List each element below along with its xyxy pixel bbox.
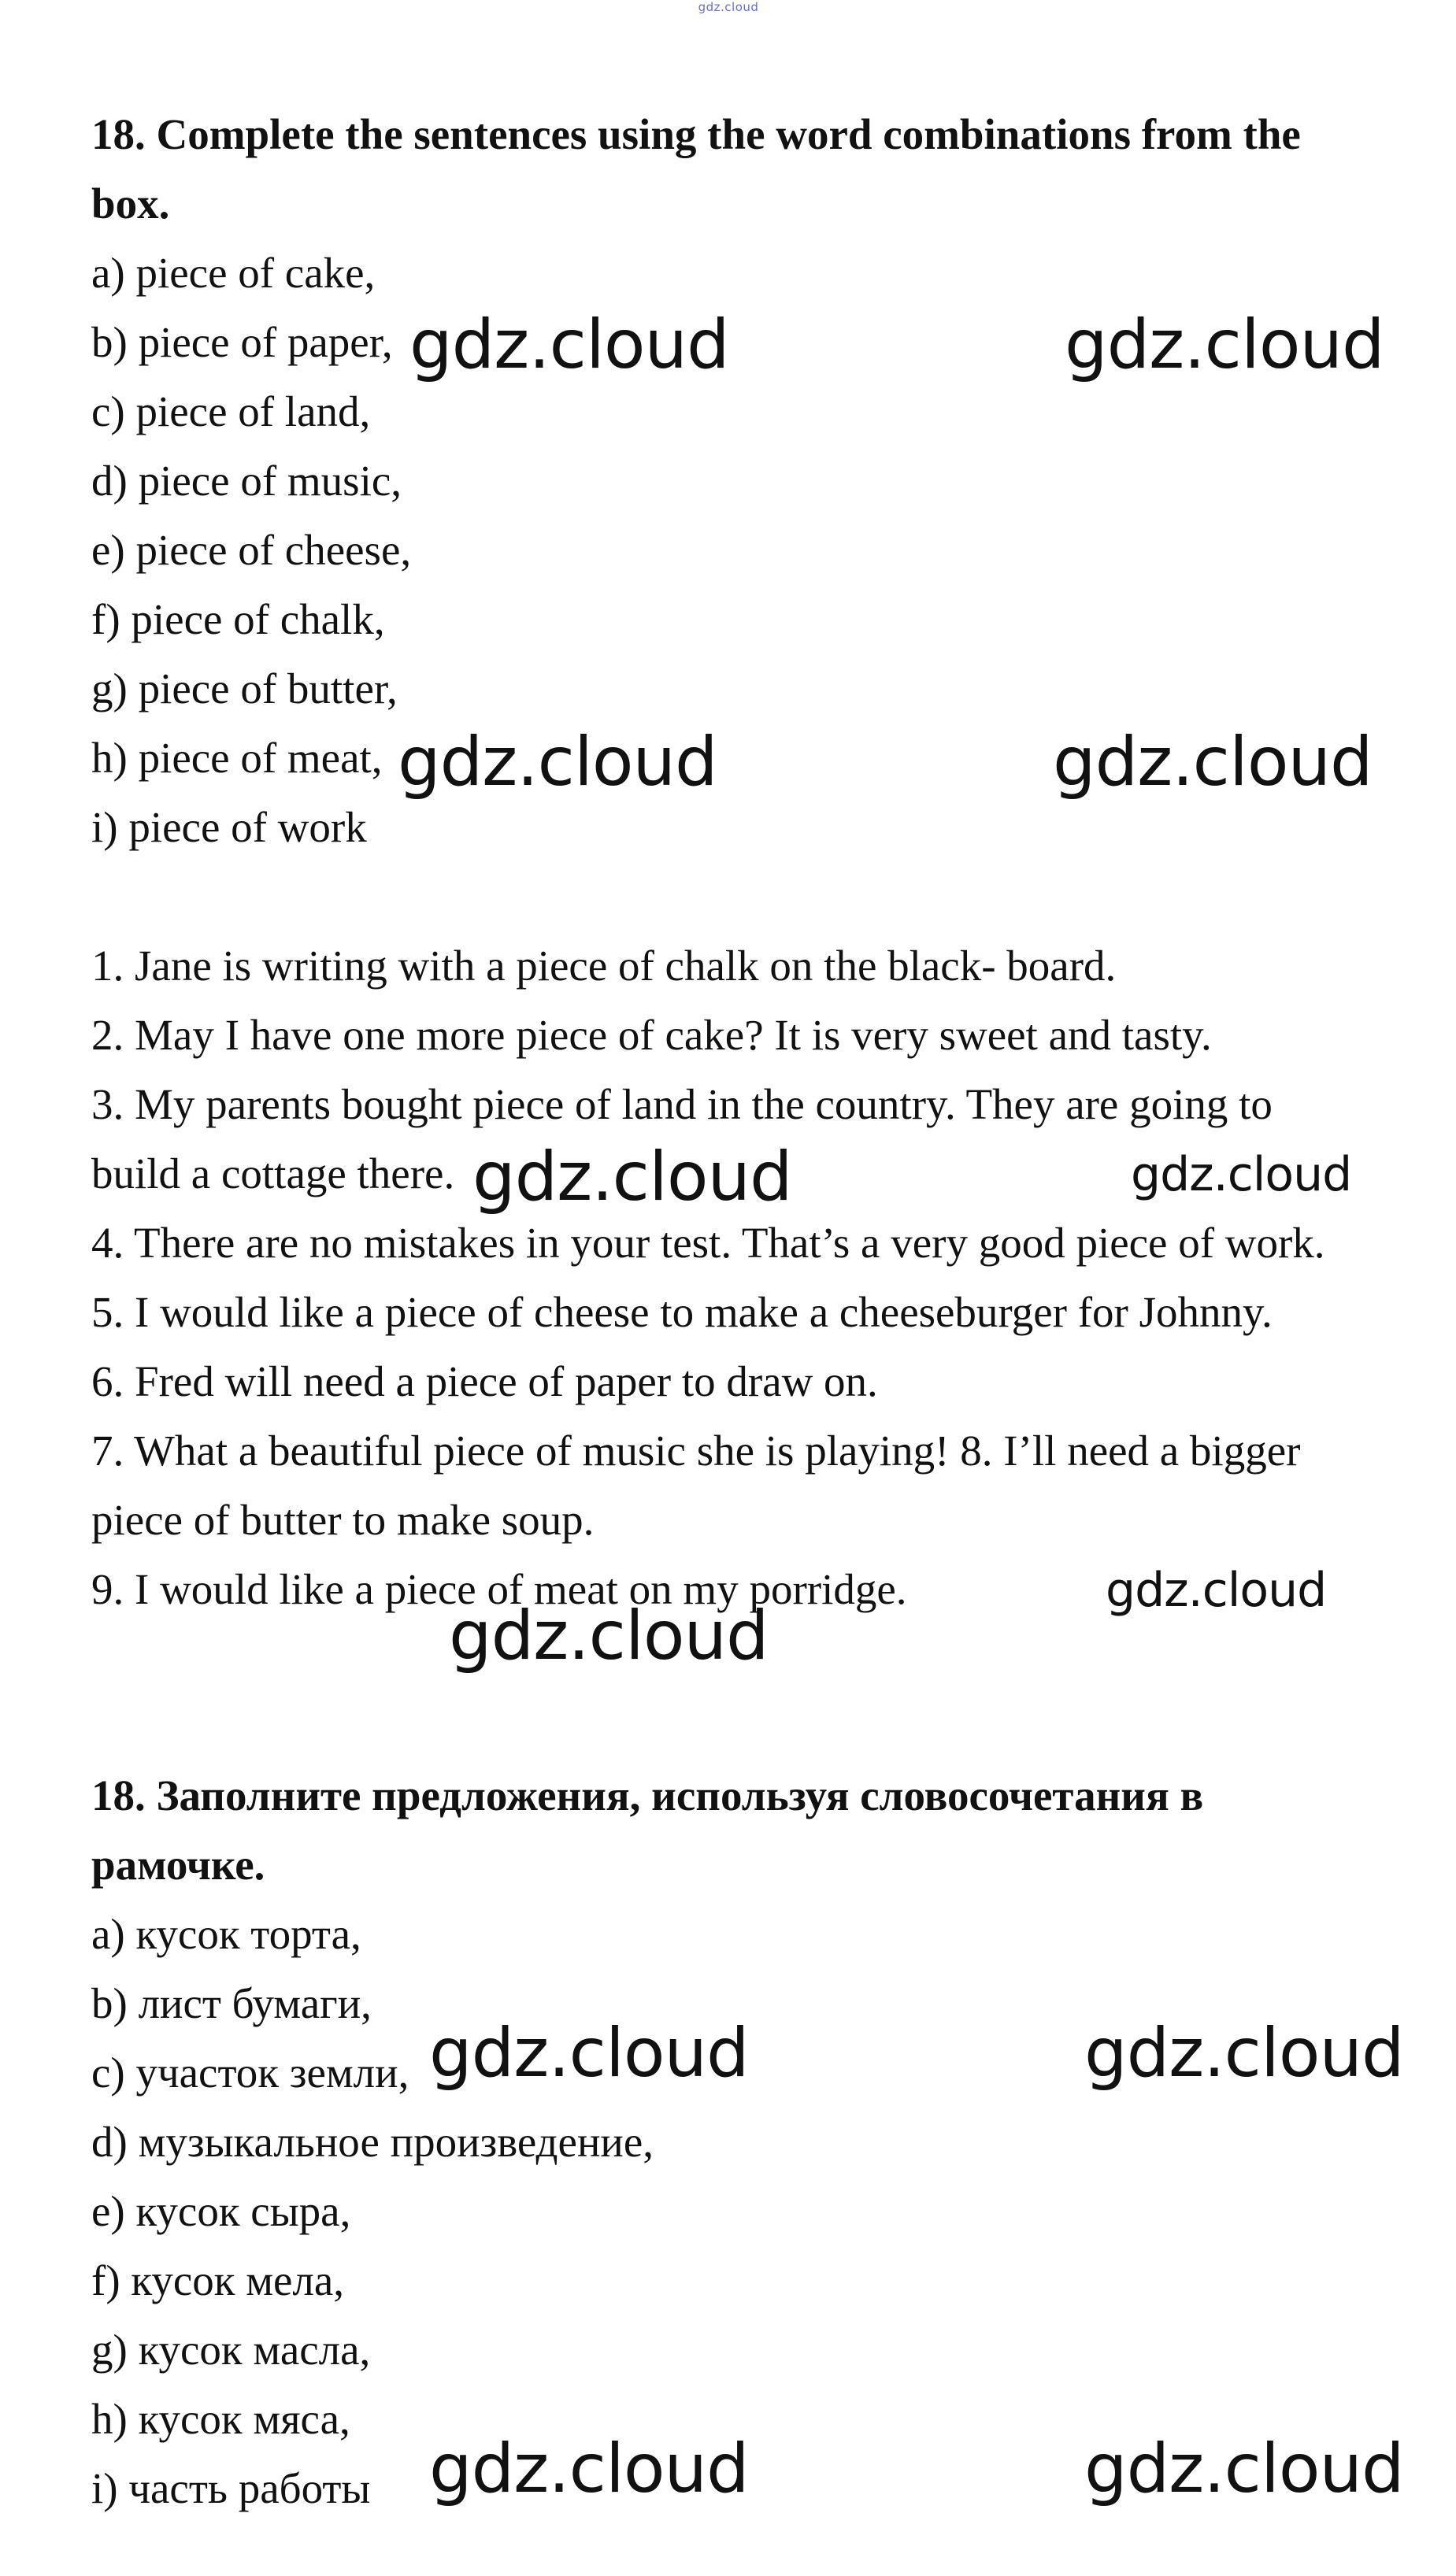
box-item-ru: b) лист бумаги, (91, 1979, 372, 2027)
answer-line: 9. I would like a piece of meat on my porridge. (91, 1565, 907, 1613)
box-item-en: f) piece of chalk, (91, 595, 385, 643)
box-item-en: d) piece of music, (91, 457, 402, 505)
watermark: gdz.cloud (1131, 1147, 1352, 1202)
box-item-en: a) piece of cake, (91, 249, 376, 297)
exercise-heading-ru-line1: 18. Заполните предложения, используя словосочетания в (91, 1771, 1204, 1819)
watermark: gdz.cloud (409, 305, 729, 384)
box-item-ru: h) кусок мяса, (91, 2395, 350, 2443)
box-item-ru: f) кусок мела, (91, 2256, 345, 2304)
top-watermark: gdz.cloud (698, 0, 759, 14)
exercise-heading-en-line2: box. (91, 180, 170, 228)
watermark: gdz.cloud (398, 723, 717, 801)
exercise-heading-en-line1: 18. Complete the sentences using the word combinations from the (91, 110, 1301, 158)
watermark: gdz.cloud (1084, 2430, 1404, 2508)
answer-line: 2. May I have one more piece of cake? It is very sweet and tasty. (91, 1011, 1212, 1059)
box-item-en: h) piece of meat, (91, 734, 383, 782)
watermark: gdz.cloud (1084, 2014, 1404, 2093)
watermark: gdz.cloud (1065, 305, 1384, 384)
box-item-ru: g) кусок масла, (91, 2326, 371, 2374)
box-item-ru: c) участок земли, (91, 2049, 409, 2097)
answer-line: 6. Fred will need a piece of paper to draw on. (91, 1357, 878, 1405)
box-item-en: i) piece of work (91, 803, 367, 851)
box-item-ru: a) кусок торта, (91, 1910, 361, 1958)
watermark: gdz.cloud (472, 1138, 792, 1216)
watermark: gdz.cloud (429, 2014, 749, 2093)
answer-line: 1. Jane is writing with a piece of chalk on the black- board. (91, 942, 1117, 990)
box-item-en: b) piece of paper, (91, 318, 393, 366)
watermark: gdz.cloud (1106, 1563, 1327, 1618)
box-item-en: g) piece of butter, (91, 664, 398, 712)
box-item-ru: d) музыкальное произведение, (91, 2118, 654, 2166)
answer-line: 5. I would like a piece of cheese to make a cheeseburger for Johnny. (91, 1288, 1273, 1336)
answer-line: 3. My parents bought piece of land in the country. They are going to (91, 1080, 1273, 1128)
answer-line: 7. What a beautiful piece of music she is playing! 8. I’ll need a bigger (91, 1427, 1301, 1475)
watermark: gdz.cloud (429, 2430, 749, 2508)
box-item-ru: i) часть работы (91, 2464, 371, 2512)
answer-line: 4. There are no mistakes in your test. That’s a very good piece of work. (91, 1219, 1325, 1267)
exercise-heading-ru-line2: рамочке. (91, 1841, 265, 1889)
box-item-ru: e) кусок сыра, (91, 2187, 351, 2235)
watermark: gdz.cloud (1053, 723, 1373, 801)
answer-line: build a cottage there. (91, 1149, 455, 1197)
watermark: gdz.cloud (449, 1597, 769, 1675)
answer-line: piece of butter to make soup. (91, 1496, 595, 1544)
box-item-en: c) piece of land, (91, 387, 371, 435)
box-item-en: e) piece of cheese, (91, 526, 412, 574)
